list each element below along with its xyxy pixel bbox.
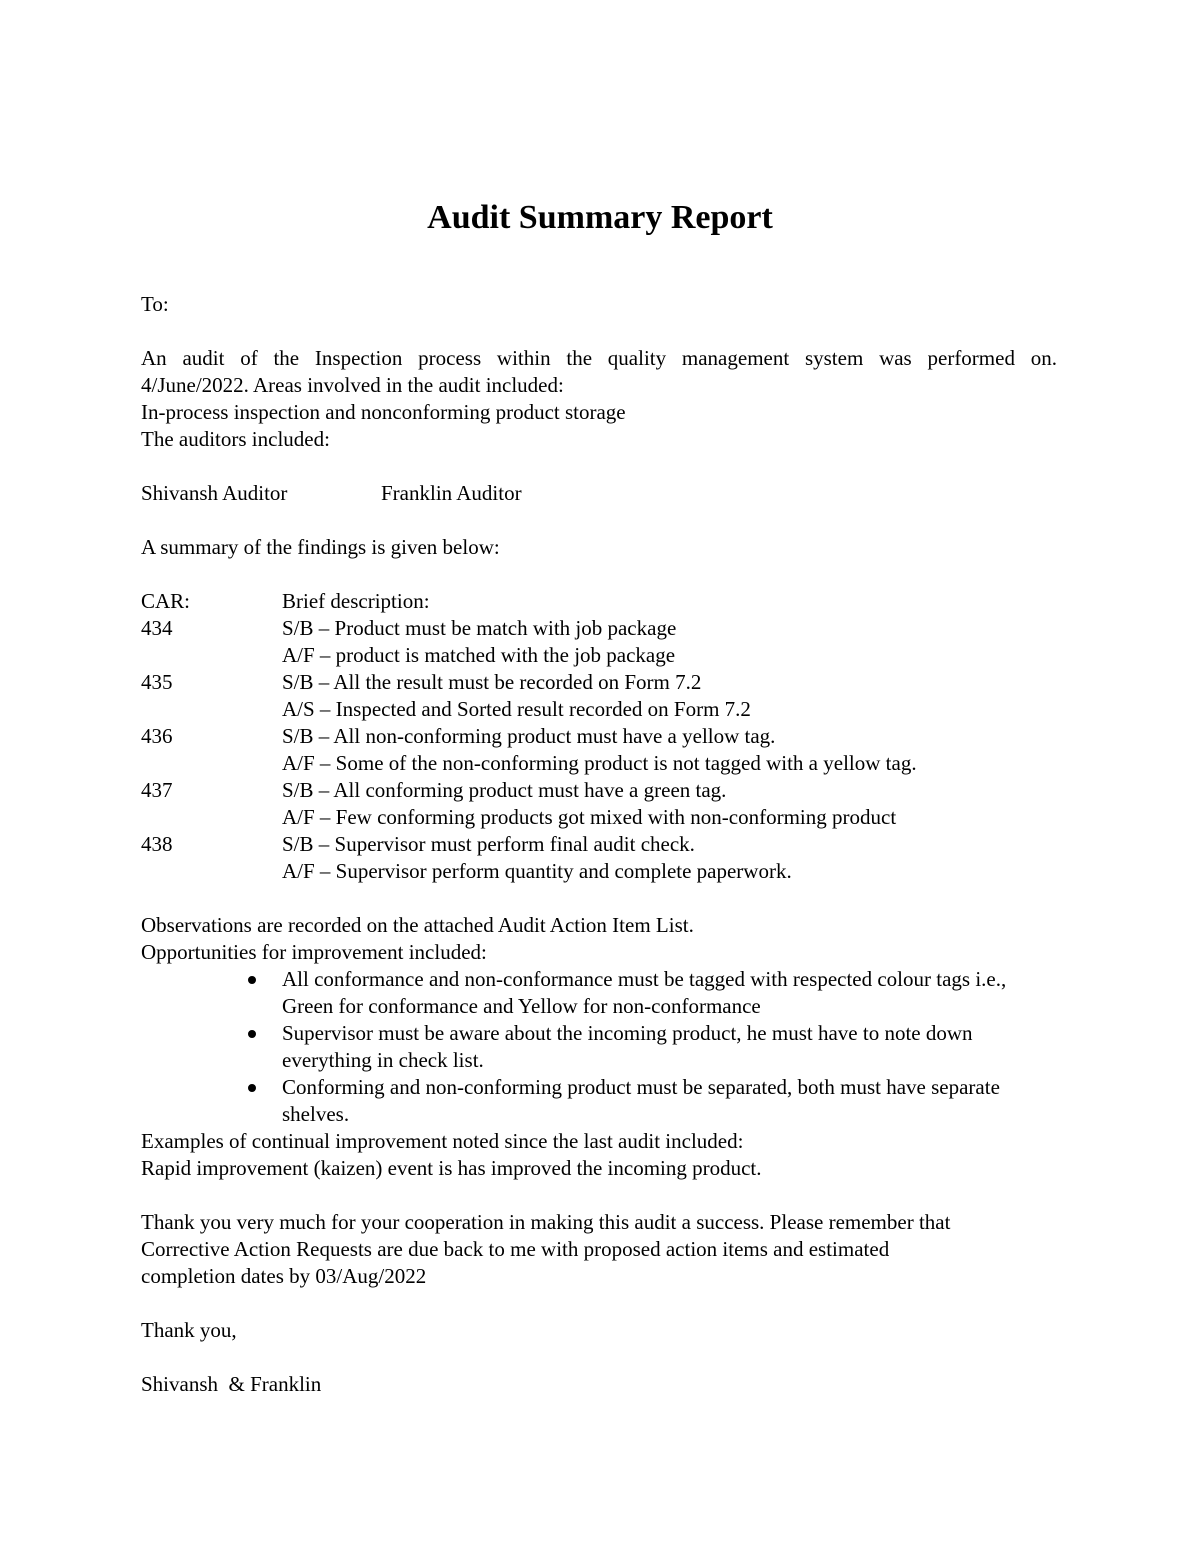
list-item — [141, 966, 1062, 1020]
car-desc: A/F – Few conforming products got mixed with non-conforming product — [282, 805, 897, 829]
car-row — [141, 723, 1071, 750]
continual-text: Rapid improvement (kaizen) event is has improved the incoming product. — [141, 1156, 762, 1180]
car-id: 436 — [141, 724, 173, 748]
car-desc: A/F – Some of the non-conforming product is not tagged with a yellow tag. — [282, 751, 917, 775]
closing-line-3: completion dates by 03/Aug/2022 — [141, 1264, 427, 1288]
bullet-icon — [248, 1084, 256, 1092]
car-row — [141, 615, 1071, 642]
list-item — [141, 1074, 1062, 1128]
observations-text: Observations are recorded on the attached Audit Action Item List. — [141, 913, 694, 937]
list-item-text: All conformance and non-conformance must be tagged with respected colour tags i.e., Green for conformance and Yellow for non-conformance — [282, 967, 1007, 1018]
car-row — [141, 804, 1071, 831]
findings-intro: A summary of the findings is given below: — [141, 535, 500, 559]
bullet-icon — [248, 976, 256, 984]
bullet-icon — [248, 1030, 256, 1038]
car-desc: A/S – Inspected and Sorted result recorded on Form 7.2 — [282, 697, 751, 721]
car-header-row — [141, 588, 1071, 615]
list-item-text: Supervisor must be aware about the incoming product, he must have to note down everything in check list. — [282, 1021, 973, 1072]
opportunities-label: Opportunities for improvement included: — [141, 940, 487, 964]
car-row — [141, 642, 1071, 669]
car-row — [141, 858, 1071, 885]
signature: Shivansh & Franklin — [141, 1372, 322, 1396]
car-id: 435 — [141, 670, 173, 694]
thanks-text: Thank you, — [141, 1318, 237, 1342]
car-id — [141, 750, 282, 777]
car-desc: A/F – Supervisor perform quantity and complete paperwork. — [282, 859, 792, 883]
car-id: 438 — [141, 832, 173, 856]
closing-line-1: Thank you very much for your cooperation in making this audit a success. Please remember that — [141, 1210, 951, 1234]
continual-label: Examples of continual improvement noted since the last audit included: — [141, 1129, 744, 1153]
intro-line-1: An audit of the Inspection process within the quality management system was performed on. — [141, 346, 1057, 370]
car-header-id: CAR: — [141, 589, 191, 613]
car-row — [141, 831, 1071, 858]
to-label: To: — [141, 292, 169, 316]
intro-line-3: In-process inspection and nonconforming product storage — [141, 400, 626, 424]
auditor-name: Shivansh Auditor — [141, 481, 288, 505]
car-id — [141, 696, 282, 723]
page-title: Audit Summary Report — [427, 199, 773, 236]
car-desc: S/B – All conforming product must have a green tag. — [282, 778, 727, 802]
car-id — [141, 804, 282, 831]
car-row — [141, 696, 1071, 723]
intro-line-2: 4/June/2022. Areas involved in the audit included: — [141, 373, 564, 397]
letter-body — [141, 291, 1071, 1398]
car-desc: S/B – All non-conforming product must have a yellow tag. — [282, 724, 776, 748]
car-row — [141, 777, 1071, 804]
auditor-name: Franklin Auditor — [381, 481, 522, 505]
car-header-desc: Brief description: — [282, 589, 430, 613]
opportunities-list — [141, 966, 1071, 1128]
car-row — [141, 669, 1071, 696]
closing-line-2: Corrective Action Requests are due back to me with proposed action items and estimated — [141, 1237, 890, 1261]
list-item — [141, 1020, 1062, 1074]
list-item-text: Conforming and non-conforming product must be separated, both must have separate shelves. — [282, 1075, 1000, 1126]
intro-line-4: The auditors included: — [141, 427, 330, 451]
car-id: 437 — [141, 778, 173, 802]
car-id: 434 — [141, 616, 173, 640]
car-desc: S/B – Product must be match with job package — [282, 616, 677, 640]
auditors-list — [141, 480, 1071, 507]
car-desc: S/B – Supervisor must perform final audit check. — [282, 832, 695, 856]
car-id — [141, 642, 282, 669]
car-id — [141, 858, 282, 885]
car-desc: A/F – product is matched with the job package — [282, 643, 676, 667]
car-desc: S/B – All the result must be recorded on Form 7.2 — [282, 670, 702, 694]
car-row — [141, 750, 1071, 777]
